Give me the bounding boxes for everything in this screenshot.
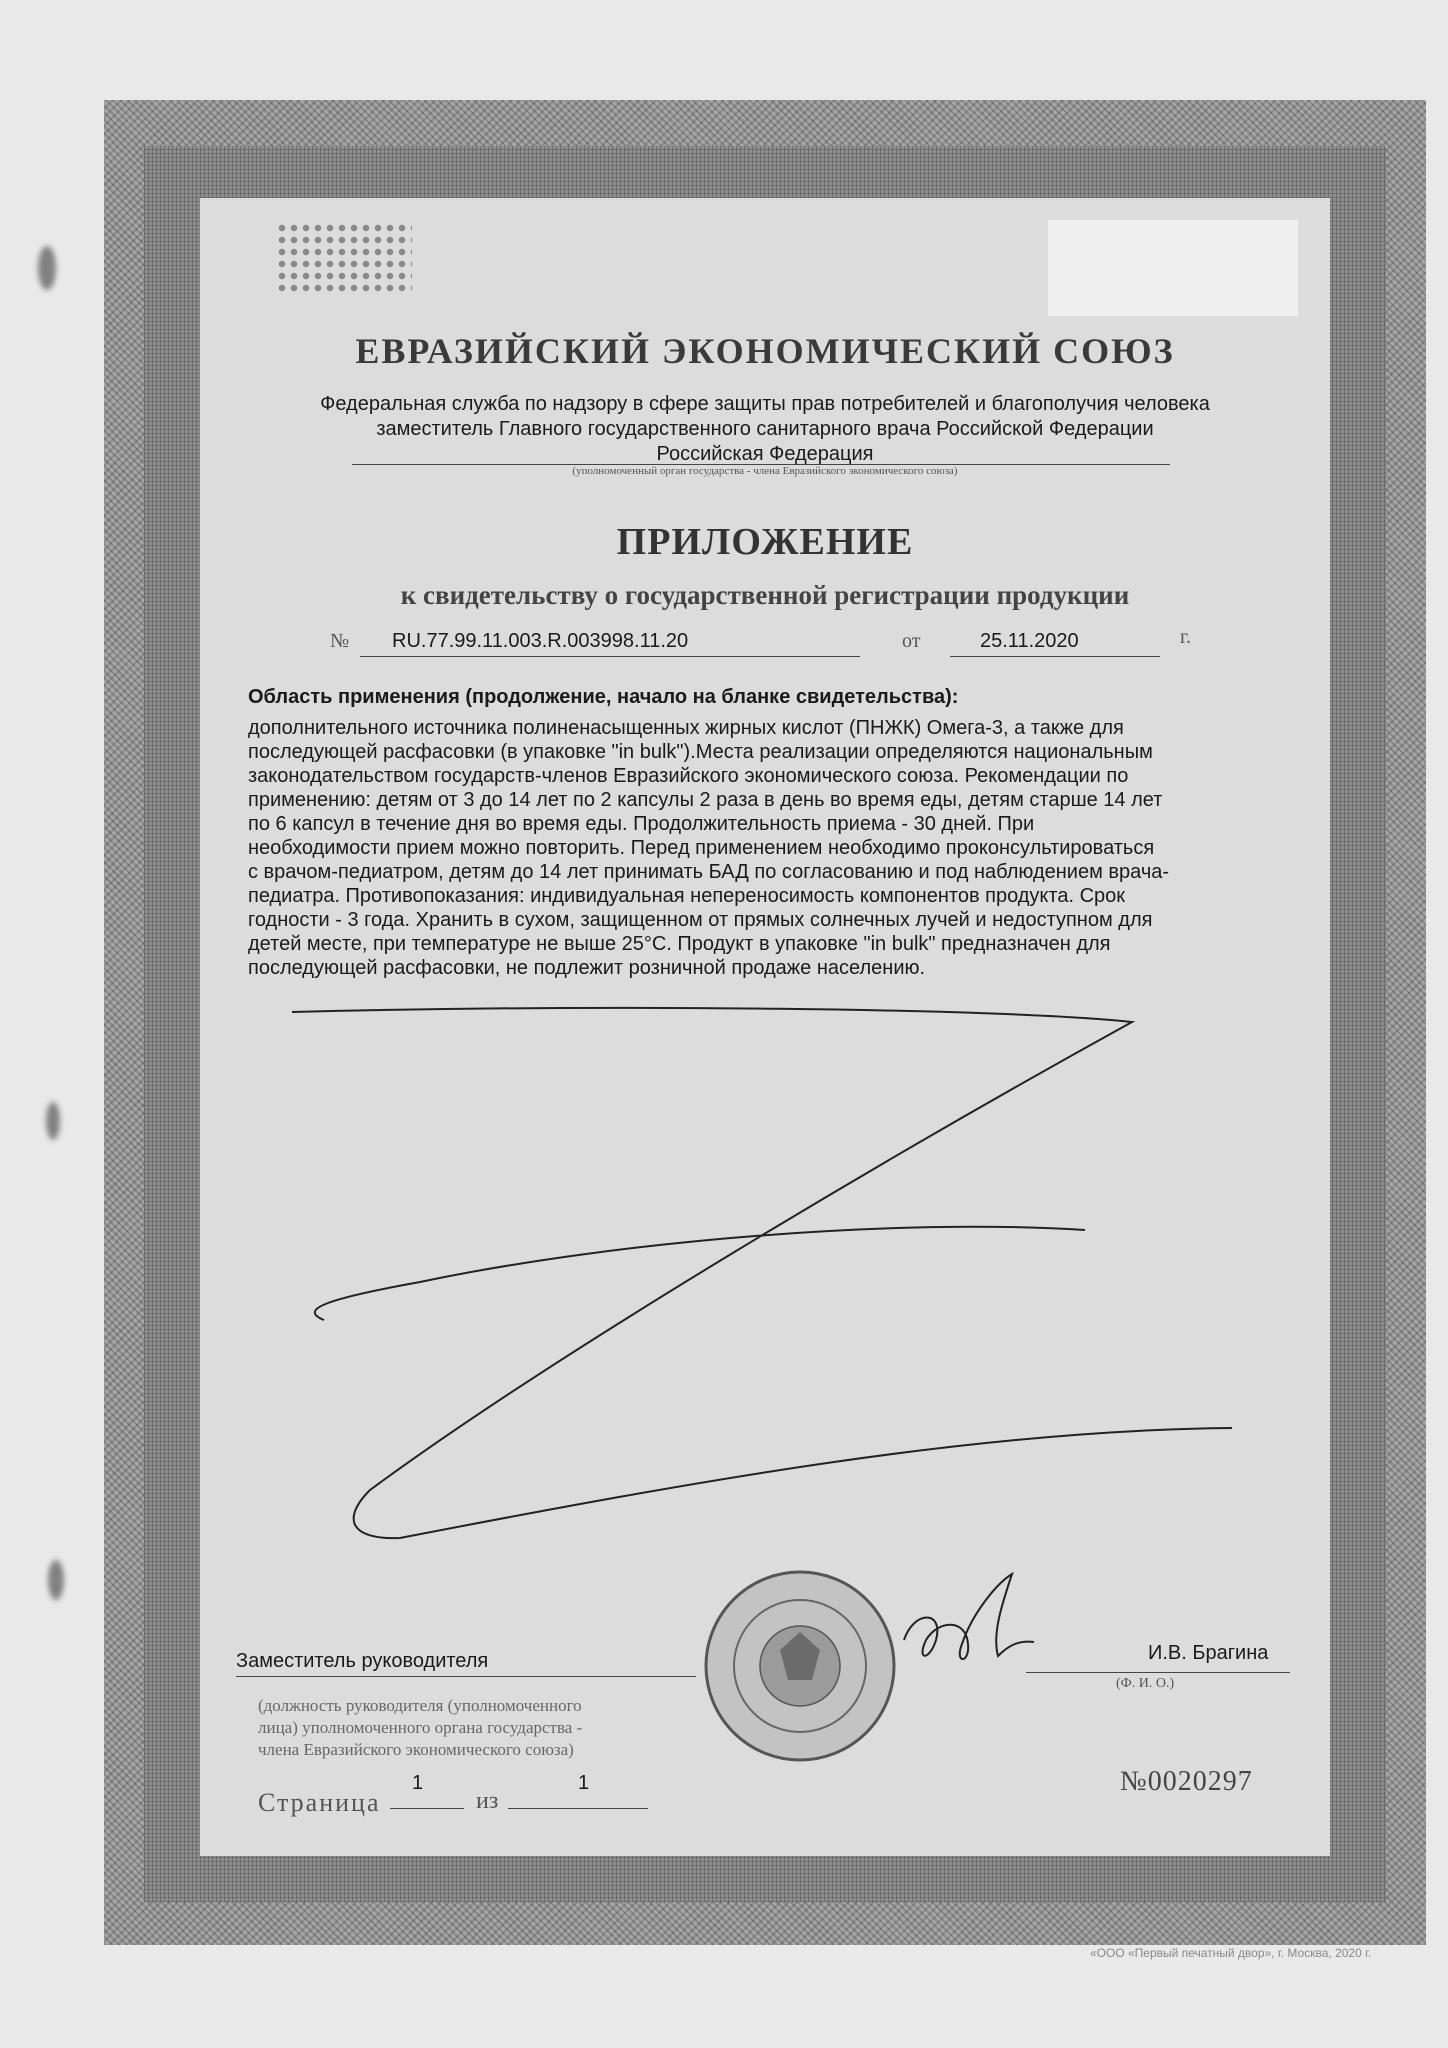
scope-line: необходимости прием можно повторить. Перед применением необходимо проконсультироваться: [248, 837, 1155, 859]
document-subtitle: к свидетельству о государственной регистрации продукции: [400, 580, 1130, 610]
agency-line-3: Российская Федерация: [656, 443, 874, 465]
signatory-name: И.В. Брагина: [1148, 1642, 1269, 1664]
number-underline: [360, 656, 860, 657]
scan-smudge: [46, 1102, 60, 1140]
document-title: ПРИЛОЖЕНИЕ: [616, 521, 914, 563]
scope-line: по 6 капсул в течение дня во время еды. Продолжительность приема - 30 дней. При: [248, 813, 1035, 835]
total-pages: 1: [578, 1772, 590, 1794]
scope-line: законодательством государств-членов Евразийского экономического союза. Рекомендации по: [248, 765, 1129, 787]
scan-smudge: [48, 1560, 64, 1600]
agency-line-2: заместитель Главного государственного санитарного врача Российской Федерации: [376, 418, 1154, 440]
scope-line: дополнительного источника полиненасыщенных жирных кислот (ПНЖК) Омега-3, а также для: [248, 717, 1124, 739]
of-label: из: [476, 1788, 499, 1814]
number-label: №: [330, 630, 350, 652]
name-underline: [1026, 1672, 1290, 1673]
scan-smudge: [38, 246, 56, 290]
total-underline: [508, 1808, 648, 1809]
position-underline: [236, 1676, 696, 1677]
position-caption: члена Евразийского экономического союза): [258, 1740, 574, 1759]
scope-line: годности - 3 года. Хранить в сухом, защищенном от прямых солнечных лучей и недоступном для: [248, 909, 1153, 931]
scope-line: педиатра. Противопоказания: индивидуальная непереносимость компонентов продукта. Срок: [248, 885, 1126, 907]
blank-corner-box: [1048, 220, 1298, 316]
agency-caption: (уполномоченный орган государства - члена Евразийского экономического союза): [572, 465, 958, 477]
year-suffix: г.: [1180, 626, 1191, 648]
page-number: 1: [412, 1772, 424, 1794]
date-label: от: [902, 630, 921, 652]
union-title: ЕВРАЗИЙСКИЙ ЭКОНОМИЧЕСКИЙ СОЮЗ: [355, 331, 1175, 371]
date-underline: [950, 656, 1160, 657]
scope-heading: Область применения (продолжение, начало на бланке свидетельства):: [248, 686, 959, 708]
scope-line: последующей расфасовки (в упаковке "in bulk").Места реализации определяются национальным: [248, 741, 1153, 763]
scope-line: детей месте, при температуре не выше 25°С. Продукт в упаковке "in bulk" предназначен для: [248, 933, 1111, 955]
printer-imprint: «ООО «Первый печатный двор», г. Москва, 2020 г.: [1090, 1946, 1372, 1960]
registration-number: RU.77.99.11.003.R.003998.11.20: [392, 630, 689, 652]
position-caption: лица) уполномоченного органа государства -: [258, 1718, 583, 1737]
blank-serial-number: №0020297: [1120, 1766, 1253, 1797]
fio-caption: (Ф. И. О.): [1116, 1676, 1175, 1691]
registration-date: 25.11.2020: [980, 630, 1079, 652]
agency-line-1: Федеральная служба по надзору в сфере защиты прав потребителей и благополучия человека: [320, 393, 1210, 415]
scope-line: последующей расфасовки, не подлежит розничной продаже населению.: [248, 957, 926, 979]
dot-pattern-emblem: [276, 222, 412, 294]
page-label: Страница: [258, 1788, 381, 1817]
page-underline: [390, 1808, 464, 1809]
signatory-position: Заместитель руководителя: [236, 1650, 489, 1672]
scope-line: применению: детям от 3 до 14 лет по 2 капсулы 2 раза в день во время еды, детям старше 14 лет: [248, 789, 1163, 811]
scope-line: с врачом-педиатром, детям до 14 лет принимать БАД по согласованию и под наблюдением врача-: [248, 861, 1170, 883]
position-caption: (должность руководителя (уполномоченного: [258, 1696, 582, 1715]
